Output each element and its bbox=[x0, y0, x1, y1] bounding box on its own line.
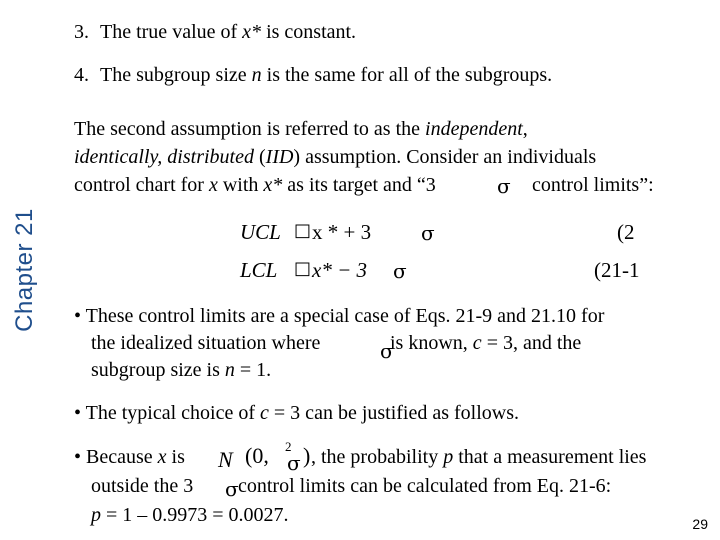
bullet-text: • The typical choice of bbox=[74, 402, 261, 424]
variable: x bbox=[208, 174, 218, 196]
bullet-text: = 1. bbox=[234, 359, 272, 381]
normal-dist-close: ) bbox=[303, 443, 311, 468]
lcl-sigma: σ bbox=[393, 259, 407, 283]
bullet-text: , the probability bbox=[311, 446, 444, 468]
variable: p bbox=[443, 446, 454, 468]
bullet-text: outside the 3 bbox=[91, 475, 194, 497]
chapter-label bbox=[2, 190, 48, 350]
paragraph-line-3 bbox=[74, 172, 436, 198]
emphasis: identically, distributed bbox=[74, 146, 254, 168]
bullet-text: = 1 – 0.9973 = 0.0027. bbox=[101, 504, 289, 526]
bullet-3-line-2-end bbox=[238, 473, 611, 500]
paragraph-text: control limits”: bbox=[532, 174, 654, 196]
variable: n bbox=[251, 64, 262, 86]
sigma-symbol: σ bbox=[497, 174, 511, 198]
lcl-label: LCL bbox=[240, 258, 278, 282]
page-number: 29 bbox=[692, 516, 708, 532]
missing-glyph-box: □ bbox=[294, 258, 312, 279]
bullet-3-sigma: σ bbox=[225, 477, 239, 501]
chapter-label-text: Chapter 21 bbox=[11, 208, 38, 332]
bullet-text: control limits can be calculated from Eq. 21-6: bbox=[238, 475, 612, 497]
bullet-text: that a measurement lies bbox=[453, 446, 647, 468]
normal-dist-exponent: 2 bbox=[285, 439, 292, 454]
paragraph-text: , bbox=[522, 118, 528, 140]
variable: c bbox=[472, 332, 482, 354]
paragraph-line-2 bbox=[74, 144, 596, 170]
variable: x bbox=[157, 446, 167, 468]
bullet-1-sigma: σ bbox=[380, 339, 394, 363]
bullet-1-line-2-end bbox=[390, 330, 581, 357]
bullet-3-line-1-start bbox=[74, 444, 185, 471]
bullet-1-line-2 bbox=[91, 330, 320, 357]
normal-dist-N: N bbox=[218, 447, 233, 472]
lcl-equation-number: (21-1 bbox=[594, 258, 640, 282]
normal-dist-open: (0, bbox=[245, 443, 269, 468]
list-item-number: 3. bbox=[74, 21, 89, 43]
list-item-text: The true value of bbox=[100, 21, 243, 43]
bullet-3-line-2-start bbox=[91, 473, 193, 500]
list-item-4 bbox=[74, 62, 552, 88]
bullet-text: subgroup size is bbox=[91, 359, 225, 381]
chapter-sidebar bbox=[0, 0, 50, 540]
paragraph-text: ) assumption. Consider an individuals bbox=[293, 146, 597, 168]
bullet-1-line-1 bbox=[74, 303, 604, 330]
normal-dist-sigma: σ bbox=[287, 451, 301, 475]
paragraph-text: ( bbox=[253, 146, 266, 168]
bullet-text: • These control limits are a special case of Eqs. 21-9 and 21.10 for bbox=[74, 305, 605, 327]
ucl-equation-number: (2 bbox=[617, 220, 635, 244]
bullet-1-line-3 bbox=[91, 357, 271, 384]
list-item-text: is the same for all of the subgroups. bbox=[261, 64, 553, 86]
paragraph-text: control chart for bbox=[74, 174, 209, 196]
variable: x* bbox=[242, 21, 262, 43]
list-item-text: is constant. bbox=[261, 21, 357, 43]
list-item-3 bbox=[74, 19, 356, 45]
emphasis: independent bbox=[425, 118, 523, 140]
paragraph-text: as its target and “3 bbox=[282, 174, 436, 196]
variable: x* bbox=[263, 174, 283, 196]
ucl-sigma: σ bbox=[421, 221, 435, 245]
bullet-text: = 3 can be justified as follows. bbox=[268, 402, 520, 424]
list-item-number: 4. bbox=[74, 64, 89, 86]
ucl-expression: x * + 3 bbox=[312, 220, 372, 244]
paragraph-line-1 bbox=[74, 116, 528, 142]
variable: n bbox=[224, 359, 235, 381]
paragraph-text: with bbox=[217, 174, 264, 196]
bullet-text: the idealized situation where bbox=[91, 332, 321, 354]
missing-glyph-box: □ bbox=[294, 220, 312, 241]
lcl-expression: x* − 3 bbox=[312, 258, 367, 282]
bullet-3-line-3 bbox=[91, 502, 289, 529]
bullet-text: = 3, and the bbox=[481, 332, 582, 354]
paragraph-line-3-end bbox=[532, 172, 654, 198]
bullet-text: is known, bbox=[390, 332, 473, 354]
emphasis: IID bbox=[265, 146, 294, 168]
paragraph-text: The second assumption is referred to as the bbox=[74, 118, 426, 140]
list-item-text: The subgroup size bbox=[100, 64, 252, 86]
variable: p bbox=[91, 504, 101, 526]
variable: c bbox=[260, 402, 269, 424]
bullet-3-line-1-end bbox=[311, 444, 646, 471]
bullet-text: • Because bbox=[74, 446, 158, 468]
bullet-2 bbox=[74, 400, 519, 427]
bullet-text: is bbox=[166, 446, 185, 468]
ucl-label: UCL bbox=[240, 220, 281, 244]
